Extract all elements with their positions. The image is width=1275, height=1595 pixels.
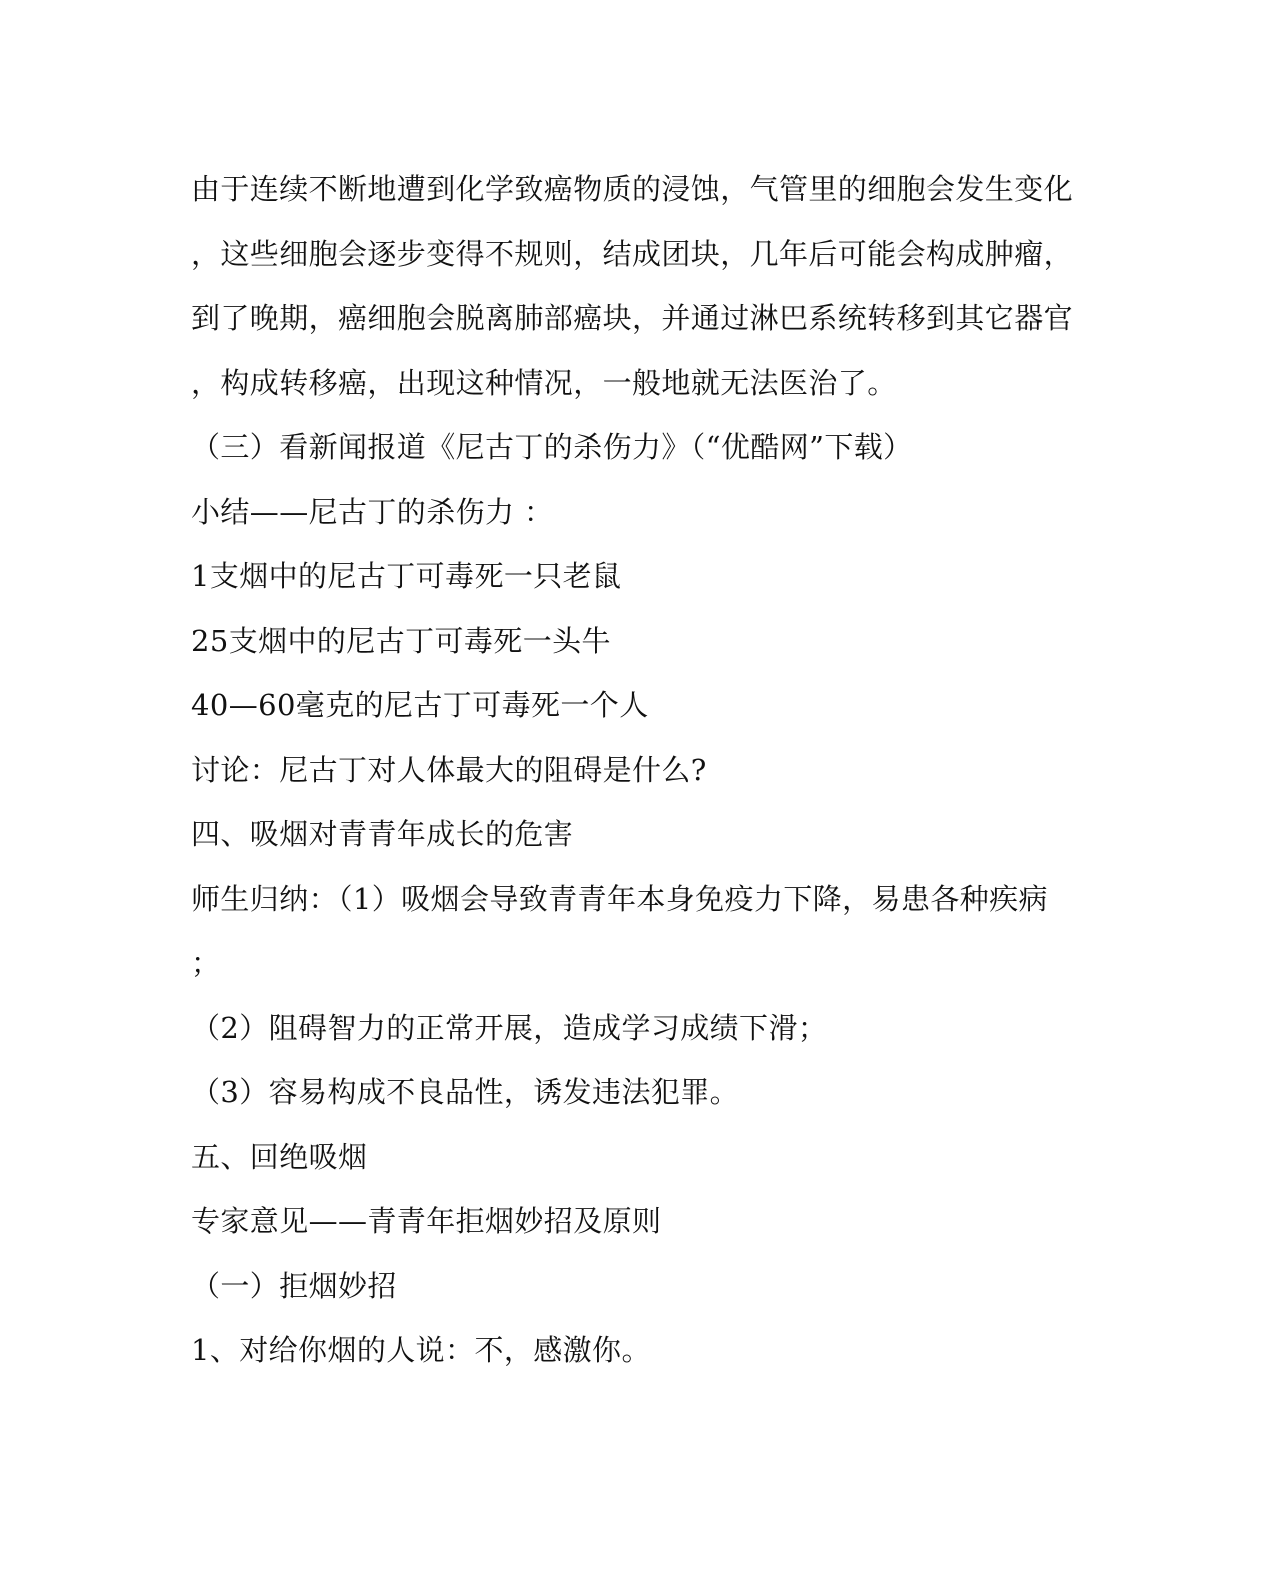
list-item: （3）容易构成不良品性，诱发违法犯罪。	[191, 1075, 740, 1109]
fact-line: 1支烟中的尼古丁可毒死一只老鼠	[191, 559, 622, 593]
paragraph-line: 由于连续不断地遭到化学致癌物质的浸蚀，气管里的细胞会发生变化	[191, 172, 1074, 206]
paragraph-line: ，这些细胞会逐步变得不规则，结成团块，几年后可能会构成肿瘤，	[191, 236, 1074, 271]
list-item: 1、对给你烟的人说：不，感激你。	[191, 1333, 651, 1367]
fact-line: 40—60毫克的尼古丁可毒死一个人	[191, 688, 649, 722]
section-heading: 五、回绝吸烟	[191, 1139, 368, 1174]
summary-heading: 小结——尼古丁的杀伤力 ：	[191, 494, 554, 529]
section-heading: （三）看新闻报道《尼古丁的杀伤力》（“优酷网”下载）	[191, 430, 913, 464]
section-heading: 四、吸烟对青青年成长的危害	[191, 817, 574, 851]
fact-line: 25支烟中的尼古丁可毒死一头牛	[191, 623, 611, 658]
subsection-heading: （一）拒烟妙招	[191, 1268, 397, 1303]
paragraph-line: 专家意见——青青年拒烟妙招及原则	[191, 1204, 662, 1238]
paragraph-line: ；	[191, 946, 221, 980]
paragraph-line: 师生归纳：（1）吸烟会导致青青年本身免疫力下降，易患各种疾病	[191, 881, 1048, 916]
paragraph-line: 到了晚期，癌细胞会脱离肺部癌块，并通过淋巴系统转移到其它器官	[191, 301, 1074, 335]
discussion-line: 讨论：尼古丁对人体最大的阻碍是什么?	[191, 752, 707, 787]
document-body	[191, 162, 1074, 1388]
list-item: （2）阻碍智力的正常开展，造成学习成绩下滑；	[191, 1010, 828, 1045]
paragraph-line: ，构成转移癌，出现这种情况，一般地就无法医治了。	[191, 365, 897, 400]
